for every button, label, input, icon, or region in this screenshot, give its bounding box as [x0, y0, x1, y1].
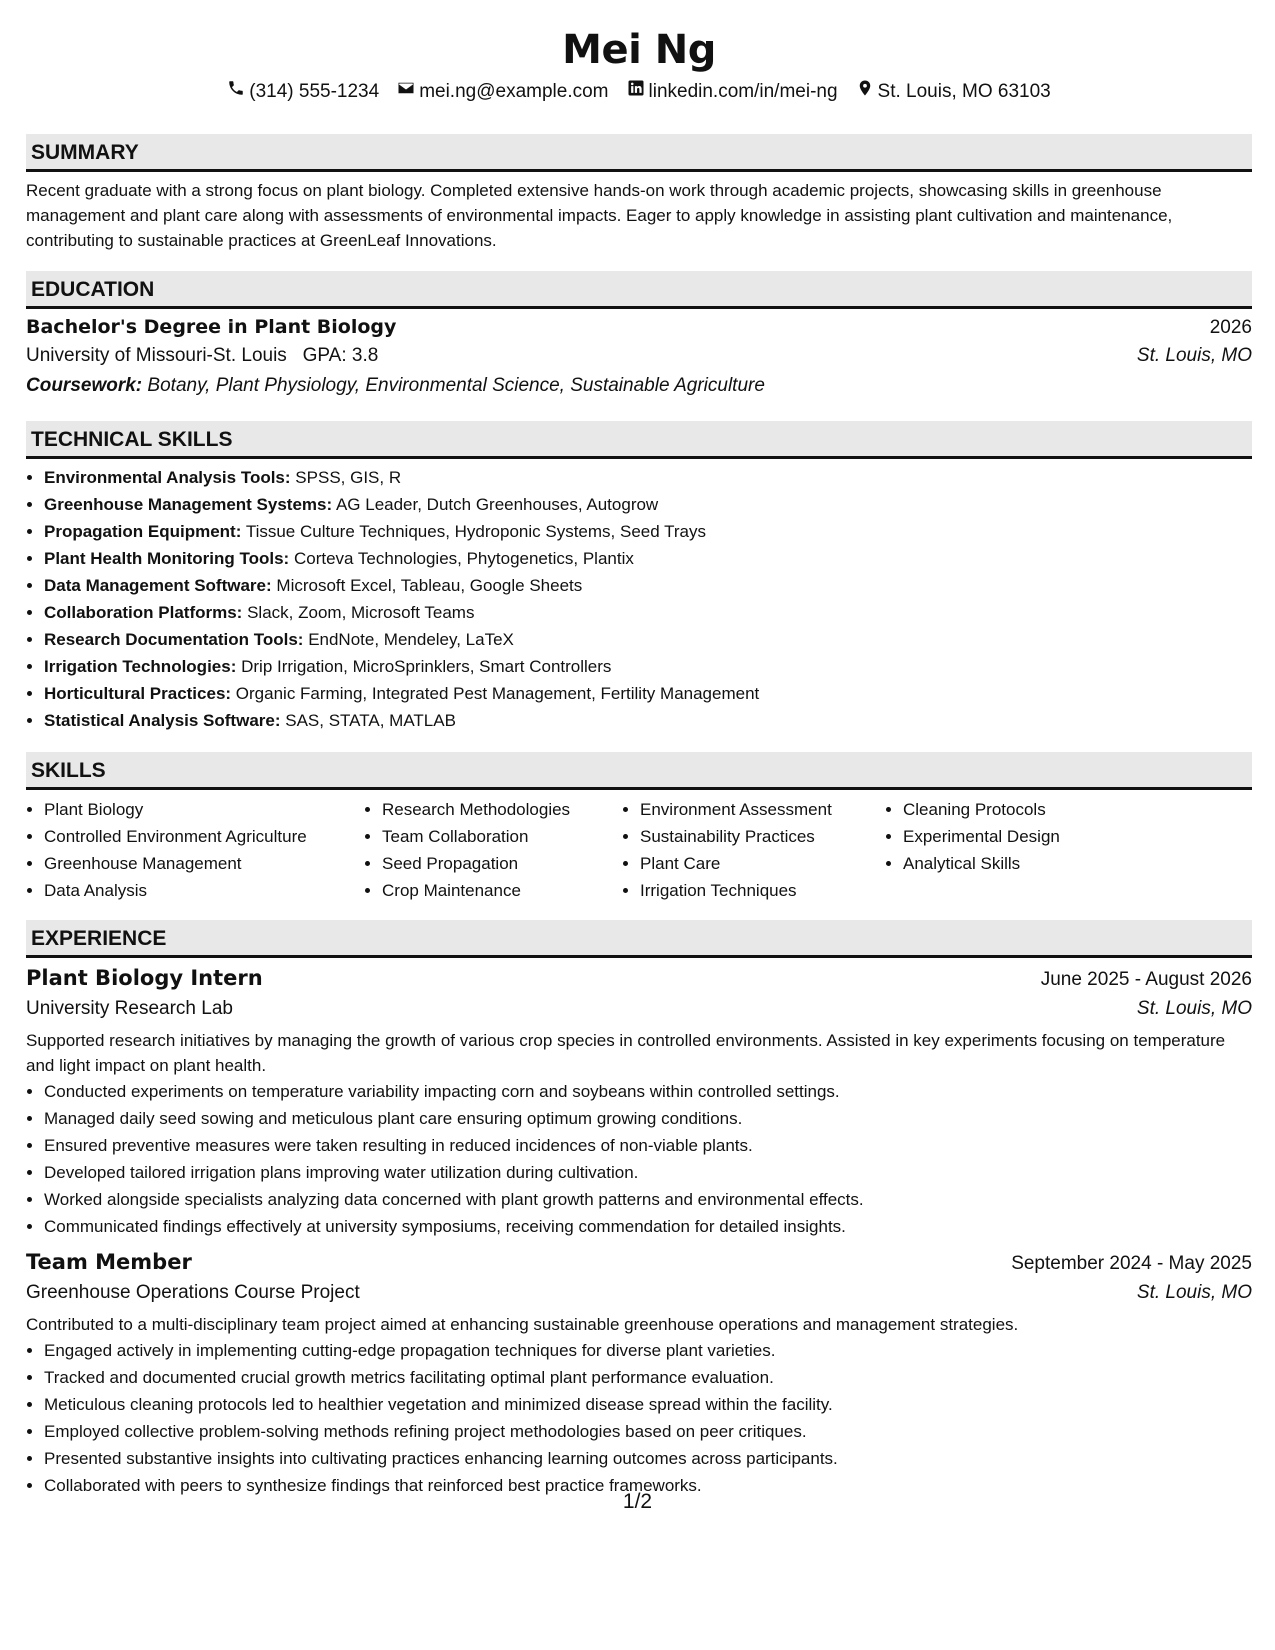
skill-values: Organic Farming, Integrated Pest Management, Fertility Management	[235, 684, 760, 703]
linkedin-icon	[627, 78, 645, 106]
list-item: • Communicated findings effectively at university symposiums, receiving commendation for detailed insights.	[44, 1213, 1252, 1240]
linkedin-text: linkedin.com/in/mei-ng	[648, 81, 838, 102]
list-item: • Sustainability Practices	[640, 823, 885, 850]
list-item	[44, 599, 1252, 626]
coursework-label: Coursework:	[26, 375, 143, 396]
list-item: • Managed daily seed sowing and meticulous plant care ensuring optimum growing conditions.	[44, 1105, 1252, 1132]
list-item	[44, 545, 1252, 572]
job-entry	[26, 962, 1252, 1240]
skill-category: Horticultural Practices:	[44, 684, 232, 703]
list-item: • Tracked and documented crucial growth metrics facilitating optimal plant performance evaluation.	[44, 1364, 1252, 1391]
map-pin-icon	[856, 78, 874, 106]
skill-category: Research Documentation Tools:	[44, 630, 304, 649]
list-item	[44, 653, 1252, 680]
list-item: • Engaged actively in implementing cutting-edge propagation techniques for diverse plant varieties.	[44, 1337, 1252, 1364]
list-item: • Research Methodologies	[382, 796, 622, 823]
list-item: • Experimental Design	[903, 823, 1163, 850]
skill-values: SAS, STATA, MATLAB	[285, 711, 456, 730]
job-title-row	[26, 962, 1252, 994]
location-text: St. Louis, MO 63103	[877, 81, 1051, 102]
degree-title: Bachelor's Degree in Plant Biology	[26, 316, 397, 338]
list-item: • Data Analysis	[44, 877, 364, 904]
education-school-row	[26, 341, 1252, 371]
list-item: • Environment Assessment	[640, 796, 885, 823]
skill-category: Environmental Analysis Tools:	[44, 468, 291, 487]
technical-skills-list	[26, 464, 1252, 734]
page-number: 1/2	[622, 1490, 653, 1513]
candidate-name: Mei Ng	[562, 27, 716, 73]
skill-category: Greenhouse Management Systems:	[44, 495, 333, 514]
job-org-row	[26, 994, 1252, 1024]
list-item	[44, 626, 1252, 653]
list-item: • Controlled Environment Agriculture	[44, 823, 364, 850]
list-item: • Meticulous cleaning protocols led to healthier vegetation and minimized disease spread within the facility.	[44, 1391, 1252, 1418]
skill-values: Corteva Technologies, Phytogenetics, Plantix	[293, 549, 634, 568]
list-item: • Employed collective problem-solving methods refining project methodologies based on peer critiques.	[44, 1418, 1252, 1445]
list-item: • Irrigation Techniques	[640, 877, 885, 904]
job-title: Team Member	[26, 1250, 192, 1274]
job-title-row	[26, 1246, 1252, 1278]
list-item	[44, 572, 1252, 599]
phone-icon	[227, 78, 245, 106]
skills-column-1	[26, 796, 364, 904]
resume-page	[26, 0, 1252, 1499]
list-item	[44, 680, 1252, 707]
email-text: mei.ng@example.com	[419, 81, 609, 102]
skill-values: SPSS, GIS, R	[295, 468, 402, 487]
list-item: • Greenhouse Management	[44, 850, 364, 877]
skill-category: Data Management Software:	[44, 576, 272, 595]
experience-heading: EXPERIENCE	[26, 920, 1252, 958]
list-item: • Seed Propagation	[382, 850, 622, 877]
list-item: • Plant Biology	[44, 796, 364, 823]
list-item: • Cleaning Protocols	[903, 796, 1163, 823]
technical-skills-heading: TECHNICAL SKILLS	[26, 421, 1252, 459]
job-org: Greenhouse Operations Course Project	[26, 1282, 360, 1303]
coursework-list: Botany, Plant Physiology, Environmental Science, Sustainable Agriculture	[147, 375, 765, 396]
skill-category: Statistical Analysis Software:	[44, 711, 281, 730]
contact-phone[interactable]	[227, 78, 379, 106]
job-bullets	[26, 1078, 1252, 1240]
list-item	[44, 707, 1252, 734]
summary-text: Recent graduate with a strong focus on plant biology. Completed extensive hands-on work through academic projects, showcasing skills in greenhouse management and plant care along with assessments of environmental impacts. Eager to apply knowledge in assisting plant cultivation and maintenance, contributing to sustainable practices at GreenLeaf Innovations.	[26, 181, 1173, 250]
education-degree-row	[26, 313, 1252, 341]
school-location: St. Louis, MO	[1136, 345, 1252, 366]
degree-year: 2026	[1209, 317, 1252, 338]
skills-column-2	[364, 796, 622, 904]
contact-location	[856, 78, 1051, 106]
contact-bar	[26, 78, 1252, 106]
skills-column-3	[622, 796, 885, 904]
list-item: • Conducted experiments on temperature variability impacting corn and soybeans within controlled settings.	[44, 1078, 1252, 1105]
job-location: St. Louis, MO	[1136, 998, 1252, 1019]
list-item: • Ensured preventive measures were taken resulting in reduced incidences of non-viable plants.	[44, 1132, 1252, 1159]
job-description: Supported research initiatives by managing the growth of various crop species in controlled environments. Assisted in key experiments focusing on temperature and light impact on plant health.	[26, 1031, 1226, 1075]
job-org-row	[26, 1278, 1252, 1308]
skill-values: Slack, Zoom, Microsoft Teams	[247, 603, 475, 622]
contact-linkedin[interactable]	[627, 78, 838, 106]
school-name: University of Missouri-St. Louis	[26, 345, 287, 366]
skill-values: EndNote, Mendeley, LaTeX	[308, 630, 514, 649]
job-location: St. Louis, MO	[1136, 1282, 1252, 1303]
skill-category: Irrigation Technologies:	[44, 657, 237, 676]
job-description: Contributed to a multi-disciplinary team project aimed at enhancing sustainable greenhouse operations and management strategies.	[26, 1315, 1019, 1334]
coursework-row	[26, 371, 1252, 401]
phone-text: (314) 555-1234	[249, 81, 380, 102]
summary-heading: SUMMARY	[26, 134, 1252, 172]
skill-category: Collaboration Platforms:	[44, 603, 243, 622]
contact-email[interactable]	[397, 78, 608, 106]
job-org: University Research Lab	[26, 998, 233, 1019]
list-item: • Analytical Skills	[903, 850, 1163, 877]
list-item: • Worked alongside specialists analyzing data concerned with plant growth patterns and environmental effects.	[44, 1186, 1252, 1213]
job-title: Plant Biology Intern	[26, 966, 263, 990]
job-dates: September 2024 - May 2025	[1011, 1253, 1252, 1274]
education-heading: EDUCATION	[26, 271, 1252, 309]
list-item: • Developed tailored irrigation plans improving water utilization during cultivation.	[44, 1159, 1252, 1186]
list-item: • Team Collaboration	[382, 823, 622, 850]
list-item	[44, 518, 1252, 545]
job-dates: June 2025 - August 2026	[1040, 969, 1252, 990]
skill-values: Microsoft Excel, Tableau, Google Sheets	[276, 576, 583, 595]
job-entry	[26, 1246, 1252, 1499]
skill-category: Plant Health Monitoring Tools:	[44, 549, 290, 568]
job-bullets	[26, 1337, 1252, 1499]
list-item: • Crop Maintenance	[382, 877, 622, 904]
skill-values: AG Leader, Dutch Greenhouses, Autogrow	[335, 495, 659, 514]
skills-heading: SKILLS	[26, 752, 1252, 790]
envelope-icon	[397, 78, 415, 106]
gpa: GPA: 3.8	[302, 345, 379, 366]
list-item: • Collaborated with peers to synthesize findings that reinforced best practice frameworks.	[44, 1472, 1252, 1499]
list-item	[44, 491, 1252, 518]
list-item: • Plant Care	[640, 850, 885, 877]
skill-values: Tissue Culture Techniques, Hydroponic Systems, Seed Trays	[245, 522, 706, 541]
list-item	[44, 464, 1252, 491]
skill-category: Propagation Equipment:	[44, 522, 242, 541]
skill-values: Drip Irrigation, MicroSprinklers, Smart Controllers	[241, 657, 612, 676]
skills-grid	[26, 796, 1252, 904]
list-item: • Presented substantive insights into cultivating practices enhancing learning outcomes across participants.	[44, 1445, 1252, 1472]
skills-column-4	[885, 796, 1163, 904]
